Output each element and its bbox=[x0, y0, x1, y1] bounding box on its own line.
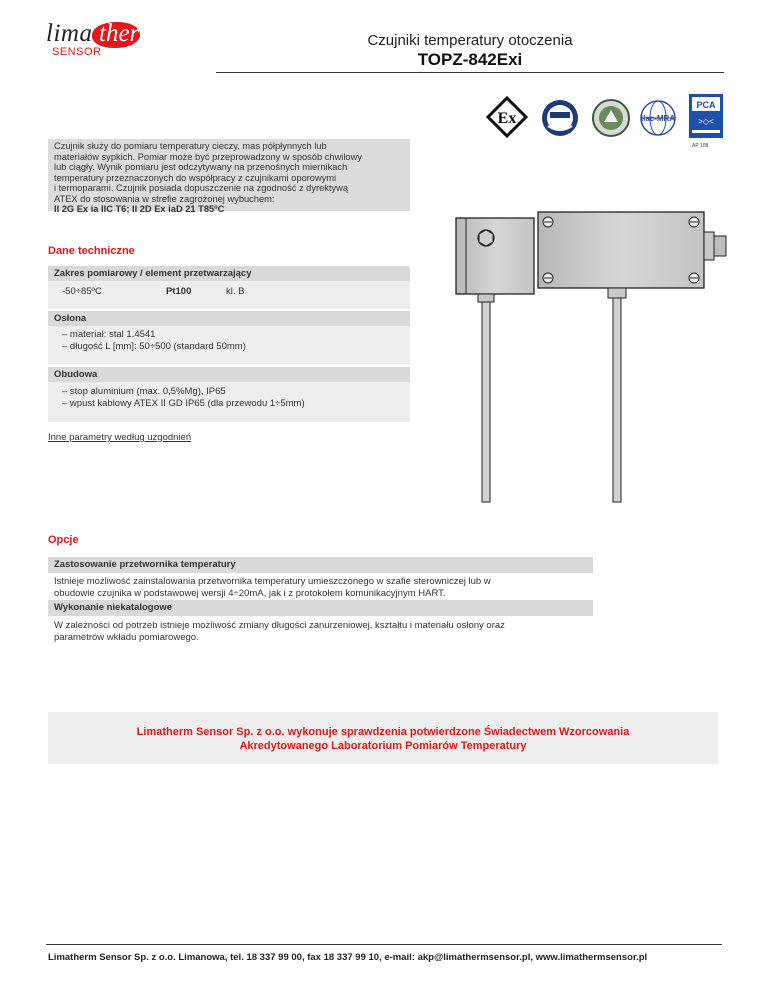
intro-line: lub ciągły. Wynik pomiaru jest odczytywany na przenośnych miernikach bbox=[54, 162, 348, 172]
company-logo bbox=[46, 20, 166, 62]
housing-line: – wpust kablowy ATEX II GD IP65 (dla przewodu 1÷5mm) bbox=[62, 398, 305, 409]
intro-box bbox=[48, 139, 410, 214]
option-transmitter-header: Zastosowanie przetwornika temperatury bbox=[48, 557, 593, 573]
svg-text:Ex: Ex bbox=[497, 110, 517, 127]
option-line: obudowie czujnika w podstawowej wersji 4÷20mA, jak i z protokołem komunikacyjnym HART. bbox=[54, 588, 446, 599]
ex-mark-icon bbox=[486, 96, 528, 138]
pca-icon bbox=[689, 94, 723, 138]
option-line: parametrów wkładu pomiarowego. bbox=[54, 632, 199, 643]
calibration-notice bbox=[48, 712, 718, 764]
logo-therm: therm bbox=[99, 20, 158, 47]
option-line: W zależności od potrzeb istnieje możliwość zmiany długości zanurzeniowej, kształtu i materiału osłony oraz bbox=[54, 620, 505, 631]
option-custom-header: Wykonanie niekatalogowe bbox=[48, 600, 593, 616]
atex-marking: II 2G Ex ia IIC T6; II 2D Ex iaD 21 T85ºC bbox=[54, 204, 225, 214]
housing-line: – stop aluminium (max. 0,5%Mg), IP65 bbox=[62, 386, 226, 397]
element-class: kl. B bbox=[226, 286, 245, 297]
notice-line: Akredytowanego Laboratorium Pomiarów Temperatury bbox=[239, 740, 527, 752]
option-custom-text bbox=[54, 620, 594, 644]
intro-line: temperatury przeznaczonych do współpracy z czujnikami oporowymi bbox=[54, 172, 337, 183]
ap-number: AP 108 bbox=[692, 143, 709, 149]
intro-line: i termoparami. Czujnik posiada dopuszczenie na zgodność z dyrektywą bbox=[54, 183, 349, 193]
footer-contact: Limatherm Sensor Sp. z o.o. Limanowa, tel. 18 337 99 00, fax 18 337 99 10, e-mail: akp@limathermsensor.pl, www.limathermsensor.pl bbox=[48, 952, 648, 963]
page-subtitle: Czujniki temperatury otoczenia bbox=[367, 32, 573, 49]
metrology-seal-icon bbox=[591, 98, 631, 138]
range-header: Zakres pomiarowy / element przetwarzający bbox=[48, 266, 410, 281]
housing-header: Obudowa bbox=[48, 367, 410, 382]
tech-section-title: Dane techniczne bbox=[48, 245, 135, 257]
intro-line: materiałów sypkich. Pomiar może być przeprowadzony w sposób chwilowy bbox=[54, 151, 362, 162]
sensor-illustration bbox=[452, 210, 732, 515]
header-divider bbox=[216, 72, 724, 73]
notice-line: Limatherm Sensor Sp. z o.o. wykonuje sprawdzenia potwierdzone Świadectwem Wzorcowania bbox=[136, 726, 630, 738]
range-value: -50÷85ºC bbox=[62, 286, 102, 297]
svg-text:ilac-MRA: ilac-MRA bbox=[640, 114, 676, 123]
option-transmitter-text bbox=[54, 576, 594, 600]
logo-lima: lima bbox=[46, 20, 93, 47]
page-title: TOPZ-842Exi bbox=[417, 50, 523, 69]
options-section-title: Opcje bbox=[48, 534, 79, 546]
intro-line: ATEX do stosowania w strefie zagrożonej wybuchem: bbox=[54, 193, 275, 204]
option-line: Istnieje możliwość zainstalowania przetwornika temperatury umieszczonego w szafie sterowniczej lub w bbox=[54, 576, 491, 587]
footer-divider bbox=[46, 944, 722, 945]
other-params-note: Inne parametry według uzgodnień bbox=[48, 432, 192, 443]
element-type: Pt100 bbox=[166, 286, 192, 297]
intro-line: Czujnik służy do pomiaru temperatury cieczy, mas półpłynnych lub bbox=[54, 141, 327, 151]
ilac-mra-icon bbox=[636, 100, 680, 136]
sheath-line: – materiał: stal 1.4541 bbox=[62, 329, 156, 340]
svg-text:>◇<: >◇< bbox=[698, 117, 714, 126]
quality-cert-icon bbox=[540, 98, 580, 138]
logo-sensor: SENSOR bbox=[52, 46, 102, 58]
sheath-line: – długość L [mm]: 50÷500 (standard 50mm) bbox=[62, 341, 246, 352]
svg-text:PCA: PCA bbox=[696, 100, 716, 110]
sheath-header: Osłona bbox=[48, 311, 410, 326]
